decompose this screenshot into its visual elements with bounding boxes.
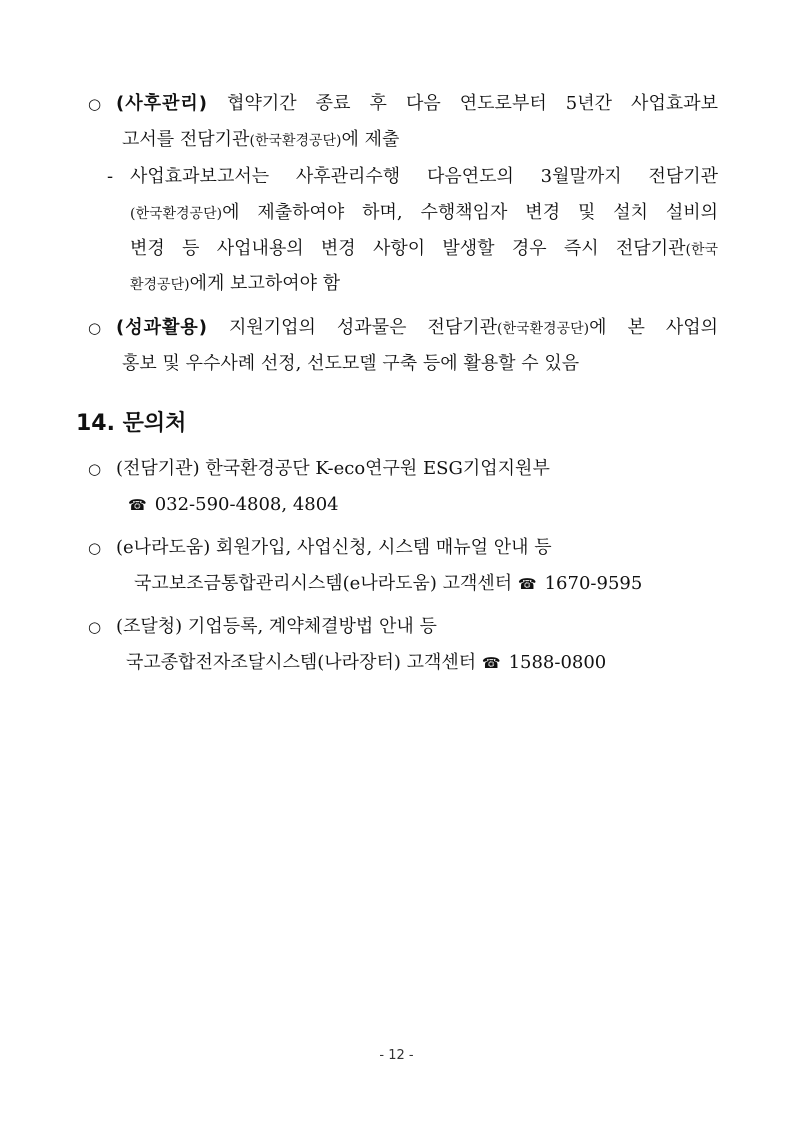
aftercare-sub-line-3 <box>130 236 718 263</box>
phone-icon: ☎ <box>517 575 537 593</box>
phone-icon: ☎ <box>128 496 147 514</box>
bullet-contact-3: ○ <box>88 618 102 636</box>
aftercare-sub-line-1: 사업효과보고서는 사후관리수행 다음연도의 3월말까지 전담기관 <box>130 166 718 187</box>
aftercare-sub-line-2 <box>130 200 718 227</box>
aftercare-sub-line-3-pre: 변경 등 사업내용의 변경 사항이 발생할 경우 즉시 전담기관 <box>130 238 686 259</box>
bullet-contact-2: ○ <box>88 539 102 557</box>
aftercare-sub-line-3-small: (한국 <box>685 242 718 258</box>
utilization-tag: (성과활용) <box>116 317 209 338</box>
phone-icon: ☎ <box>481 654 501 672</box>
aftercare-sub-line-4-small: 환경공단) <box>130 277 190 293</box>
aftercare-sub-dash: - <box>107 166 114 187</box>
contact-3-line-2 <box>126 650 606 676</box>
contact-1-phone-line <box>128 492 339 518</box>
aftercare-sub-line-4-post: 에게 보고하여야 함 <box>189 273 341 294</box>
aftercare-line-1 <box>116 91 718 117</box>
aftercare-tag: (사후관리) <box>116 93 209 114</box>
aftercare-line-2-post: 에 제출 <box>341 129 400 150</box>
bullet-utilization: ○ <box>88 319 102 337</box>
contact-3-line-1: (조달청) 기업등록, 계약체결방법 안내 등 <box>116 616 437 637</box>
aftercare-sub-line-4 <box>130 271 340 298</box>
contact-2-line-2 <box>134 571 642 597</box>
aftercare-text-1: 협약기간 종료 후 다음 연도로부터 5년간 사업효과보 <box>208 93 718 114</box>
utilization-line-1-post: 에 본 사업의 <box>589 317 718 338</box>
aftercare-line-2-pre: 고서를 전담기관 <box>122 129 250 150</box>
bullet-aftercare: ○ <box>88 95 102 113</box>
utilization-line-1-small: (한국환경공단) <box>497 321 590 337</box>
contact-2-phone: 1670-9595 <box>544 573 643 594</box>
utilization-line-1-pre: 지원기업의 성과물은 전담기관 <box>208 317 498 338</box>
contact-2-line-1: (e나라도움) 회원가입, 사업신청, 시스템 매뉴얼 안내 등 <box>116 537 552 558</box>
aftercare-line-2 <box>122 127 399 154</box>
contact-heading: 14. 문의처 <box>76 411 187 436</box>
utilization-line-2: 홍보 및 우수사례 선정, 선도모델 구축 등에 활용할 수 있음 <box>122 353 580 374</box>
contact-1-line-1: (전담기관) 한국환경공단 K-eco연구원 ESG기업지원부 <box>116 458 550 479</box>
page-number: - 12 - <box>379 1048 414 1063</box>
contact-3-service: 국고종합전자조달시스템(나라장터) 고객센터 <box>126 652 477 673</box>
aftercare-sub-line-2-post: 에 제출하여야 하며, 수행책임자 변경 및 설치 설비의 <box>222 202 718 223</box>
aftercare-sub-line-2-small: (한국환경공단) <box>130 206 223 222</box>
contact-1-phone: 032-590-4808, 4804 <box>154 494 339 515</box>
bullet-contact-1: ○ <box>88 460 102 478</box>
contact-3-phone: 1588-0800 <box>508 652 607 673</box>
aftercare-line-2-small: (한국환경공단) <box>249 133 342 149</box>
utilization-line-1 <box>116 315 718 342</box>
contact-2-service: 국고보조금통합관리시스템(e나라도움) 고객센터 <box>134 573 513 594</box>
